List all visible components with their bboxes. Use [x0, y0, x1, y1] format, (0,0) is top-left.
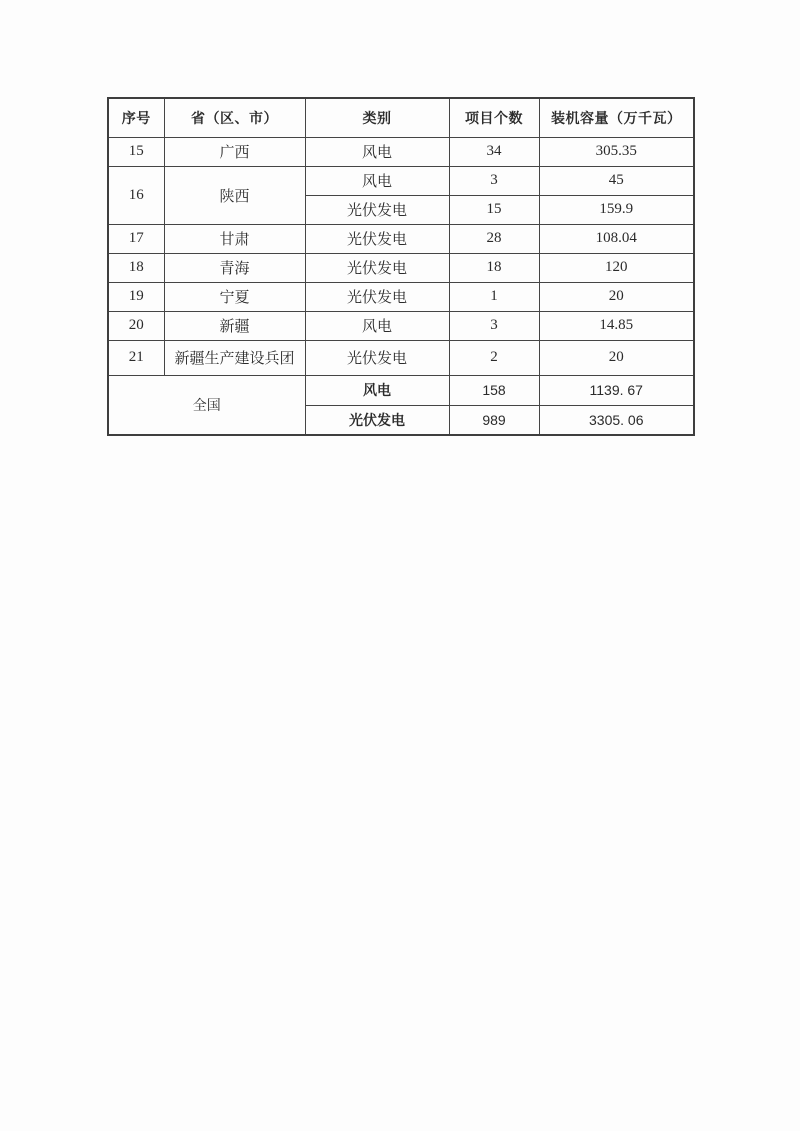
cell-province: 陕西 — [164, 166, 305, 224]
cell-seq: 21 — [108, 340, 164, 375]
cell-capacity: 1139. 67 — [539, 375, 694, 405]
cell-capacity: 3305. 06 — [539, 405, 694, 435]
column-header-count: 项目个数 — [449, 98, 539, 137]
cell-province: 宁夏 — [164, 282, 305, 311]
cell-category: 风电 — [305, 166, 449, 195]
cell-category: 光伏发电 — [305, 405, 449, 435]
cell-capacity: 45 — [539, 166, 694, 195]
table-row — [108, 282, 694, 311]
cell-capacity: 20 — [539, 340, 694, 375]
column-header-seq: 序号 — [108, 98, 164, 137]
cell-count: 3 — [449, 166, 539, 195]
cell-category: 光伏发电 — [305, 253, 449, 282]
cell-category: 光伏发电 — [305, 340, 449, 375]
cell-province-total: 全国 — [108, 375, 305, 435]
cell-category: 光伏发电 — [305, 224, 449, 253]
cell-seq: 20 — [108, 311, 164, 340]
cell-count: 34 — [449, 137, 539, 166]
cell-category: 光伏发电 — [305, 195, 449, 224]
cell-count: 3 — [449, 311, 539, 340]
cell-seq: 18 — [108, 253, 164, 282]
cell-capacity: 159.9 — [539, 195, 694, 224]
cell-province: 甘肃 — [164, 224, 305, 253]
cell-seq: 17 — [108, 224, 164, 253]
cell-count: 158 — [449, 375, 539, 405]
cell-capacity: 120 — [539, 253, 694, 282]
table-row — [108, 253, 694, 282]
cell-seq: 19 — [108, 282, 164, 311]
cell-category: 光伏发电 — [305, 282, 449, 311]
cell-capacity: 108.04 — [539, 224, 694, 253]
table-row — [108, 340, 694, 375]
cell-count: 1 — [449, 282, 539, 311]
table-row — [108, 224, 694, 253]
project-capacity-table — [107, 97, 695, 436]
cell-province: 新疆 — [164, 311, 305, 340]
column-header-province: 省（区、市） — [164, 98, 305, 137]
table-row — [108, 137, 694, 166]
cell-count: 15 — [449, 195, 539, 224]
cell-province: 青海 — [164, 253, 305, 282]
table-row — [108, 311, 694, 340]
cell-count: 28 — [449, 224, 539, 253]
cell-seq: 15 — [108, 137, 164, 166]
cell-category: 风电 — [305, 137, 449, 166]
table-row-total — [108, 375, 694, 405]
cell-category: 风电 — [305, 311, 449, 340]
column-header-capacity: 装机容量（万千瓦） — [539, 98, 694, 137]
cell-capacity: 14.85 — [539, 311, 694, 340]
cell-province: 广西 — [164, 137, 305, 166]
table-row — [108, 166, 694, 195]
cell-count: 18 — [449, 253, 539, 282]
column-header-category: 类别 — [305, 98, 449, 137]
cell-capacity: 305.35 — [539, 137, 694, 166]
cell-count: 989 — [449, 405, 539, 435]
cell-category: 风电 — [305, 375, 449, 405]
cell-seq: 16 — [108, 166, 164, 224]
cell-capacity: 20 — [539, 282, 694, 311]
cell-count: 2 — [449, 340, 539, 375]
header-row — [108, 98, 694, 137]
cell-province: 新疆生产建设兵团 — [164, 340, 305, 375]
